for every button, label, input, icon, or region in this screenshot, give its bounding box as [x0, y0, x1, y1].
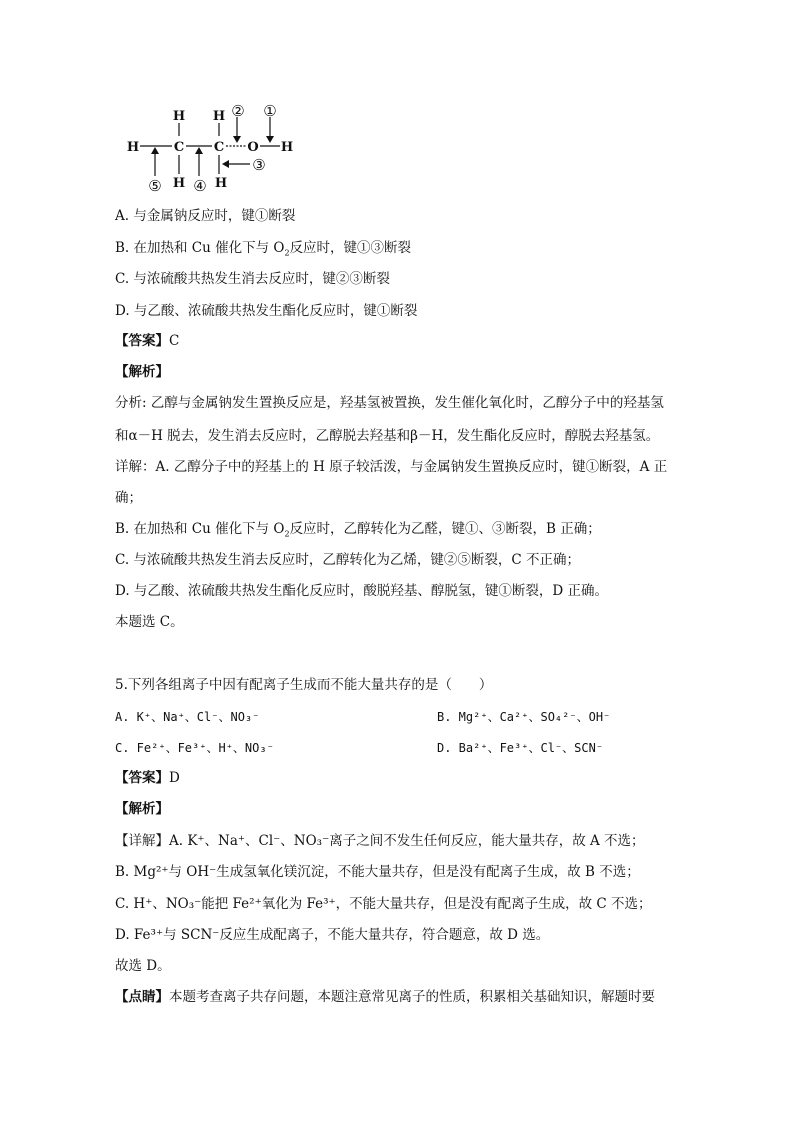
q4-option-d: D. 与乙酸、浓硫酸共热发生酯化反应时，键①断裂	[115, 303, 418, 319]
bond-label-2: ②	[231, 102, 245, 120]
bond-label-3: ③	[252, 156, 266, 174]
q4-detail-b-text-end: 反应时，乙醇转化为乙醛，键①、③断裂，B 正确；	[289, 521, 601, 537]
arrow-4-head	[195, 147, 203, 154]
q4-answer-value: C	[169, 333, 180, 349]
q4-answer-label: 【答案】	[115, 333, 169, 349]
atom-h-left: H	[126, 140, 140, 155]
q4-analysis-line-1: 分析: 乙醇与金属钠发生置换反应是，羟基氢被置换，发生催化氧化时，乙醇分子中的羟基氢	[115, 395, 664, 411]
q5-answer	[115, 769, 180, 787]
q5-conclusion: 故选 D。	[115, 958, 171, 974]
atom-c1: C	[173, 140, 185, 155]
arrow-1-head	[266, 136, 274, 143]
q5-point-text: 本题考查离子共存问题，本题注意常见离子的性质，积累相关基础知识，解题时要	[169, 989, 655, 1005]
q5-option-b: B. Mg²⁺、Ca²⁺、SO₄²⁻、OH⁻	[437, 710, 611, 724]
atom-h-top-1: H	[172, 109, 186, 124]
q4-detail-b-text: B. 在加热和 Cu 催化下与 O	[115, 521, 285, 537]
q5-detail-c: C. H⁺、NO₃⁻能把 Fe²⁺氧化为 Fe³⁺，不能大量共存，但是没有配离子生成，故 C 不选；	[115, 896, 652, 912]
q4-detail-b	[115, 520, 601, 538]
q5-analysis-label: 【解析】	[115, 801, 169, 817]
atom-c2: C	[213, 140, 225, 155]
q4-detail-line-1b: 确；	[115, 490, 142, 506]
q5-point	[115, 988, 655, 1006]
bond-label-4: ④	[193, 177, 207, 195]
atom-h-bottom-1: H	[172, 176, 186, 191]
atom-h-right: H	[280, 140, 294, 155]
bond-label-1: ①	[263, 102, 277, 120]
q5-point-label: 【点睛】	[115, 989, 169, 1005]
q5-option-c: C. Fe²⁺、Fe³⁺、H⁺、NO₃⁻	[115, 741, 274, 755]
bond-label-5: ⑤	[148, 177, 162, 195]
q4-detail-c: C. 与浓硫酸共热发生消去反应时，乙醇转化为乙烯，键②⑤断裂，C 不正确；	[115, 552, 581, 568]
q5-detail-a: 【详解】A. K⁺、Na⁺、Cl⁻、NO₃⁻离子之间不发生任何反应，能大量共存，故 A 不选；	[115, 833, 645, 849]
q4-analysis-label: 【解析】	[115, 364, 169, 380]
q5-detail-b: B. Mg²⁺与 OH⁻生成氢氧化镁沉淀，不能大量共存，但是没有配离子生成，故 B 不选；	[115, 864, 640, 880]
atom-h-bottom-2: H	[214, 176, 228, 191]
q5-detail-d: D. Fe³⁺与 SCN⁻反应生成配离子，不能大量共存，符合题意，故 D 选。	[115, 927, 550, 943]
q4-option-b-sub: 2	[284, 248, 290, 258]
arrow-3-head	[222, 160, 229, 168]
q4-option-b-text-end: 反应时，键①③断裂	[289, 240, 412, 256]
q4-detail-line-1: 详解：A. 乙醇分子中的羟基上的 H 原子较活泼，与金属钠发生置换反应时，键①断裂，A 正	[115, 459, 668, 475]
q4-analysis-line-2: 和α－H 脱去，发生消去反应时，乙醇脱去羟基和β－H，发生酯化反应时，醇脱去羟基氢。	[115, 428, 660, 444]
q5-option-a: A. K⁺、Na⁺、Cl⁻、NO₃⁻	[115, 710, 260, 724]
atom-o: O	[247, 140, 259, 155]
q4-conclusion: 本题选 C。	[115, 614, 184, 630]
q4-answer	[115, 332, 179, 350]
q4-option-b-text: B. 在加热和 Cu 催化下与 O	[115, 240, 285, 256]
ethanol-structure-diagram	[120, 100, 310, 196]
q5-answer-label: 【答案】	[115, 770, 169, 786]
q5-option-d: D. Ba²⁺、Fe³⁺、Cl⁻、SCN⁻	[437, 741, 604, 755]
arrow-5-head	[151, 147, 159, 154]
q4-option-b	[115, 239, 411, 257]
atom-h-top-2: H	[212, 109, 226, 124]
arrow-2-head	[233, 136, 241, 143]
q4-option-a: A. 与金属钠反应时，键①断裂	[115, 208, 296, 224]
q4-option-c: C. 与浓硫酸共热发生消去反应时，键②③断裂	[115, 271, 390, 287]
q4-detail-d: D. 与乙酸、浓硫酸共热发生酯化反应时，酸脱羟基、醇脱氢，键①断裂，D 正确。	[115, 583, 609, 599]
q5-stem: 5.下列各组离子中因有配离子生成而不能大量共存的是（ ）	[115, 677, 493, 693]
q4-detail-b-sub: 2	[284, 529, 290, 539]
q5-answer-value: D	[169, 770, 180, 786]
